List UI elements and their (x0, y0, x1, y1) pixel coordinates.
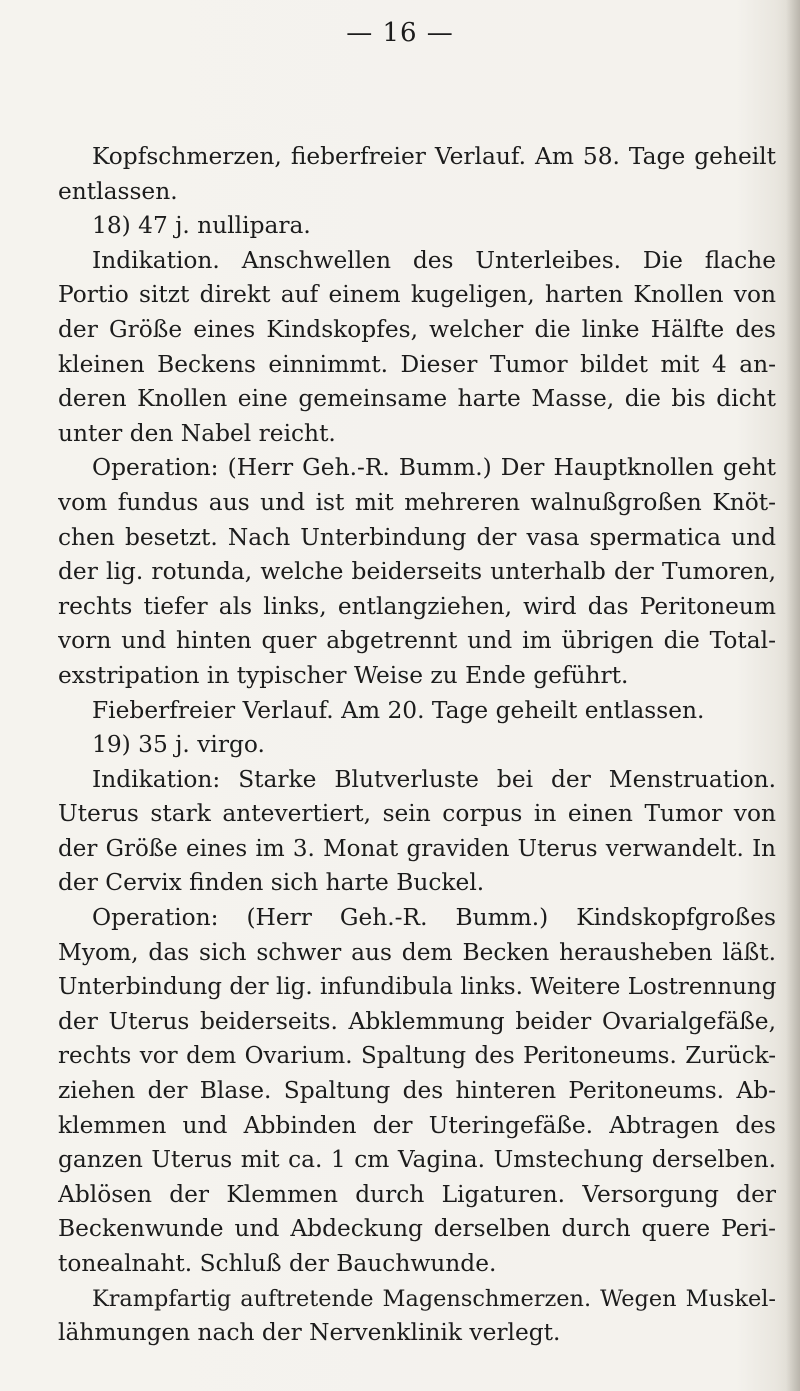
text-line: Fieberfreier Verlauf. Am 20. Tage geheilt entlassen. (92, 696, 705, 724)
text-line: Kopfschmerzen, fieberfreier Verlauf. Am 58. Tage geheilt (92, 143, 776, 170)
text-line: der Cervix finden sich harte Buckel. (58, 869, 485, 897)
text-line: rechts tiefer als links, entlangziehen, wird das Peritoneum (58, 592, 776, 620)
text-line: ganzen Uterus mit ca. 1 cm Vagina. Umstechung derselben. (58, 1146, 776, 1174)
text-line: entlassen. (58, 177, 178, 205)
text-line: chen besetzt. Nach Unterbindung der vasa spermatica und (58, 523, 776, 551)
text-line: Krampfartig auftretende Magenschmerzen. Wegen Muskel- (92, 1285, 776, 1312)
text-line: klemmen und Abbinden der Uteringefäße. Abtragen des (58, 1111, 776, 1139)
text-line: Unterbindung der lig. infundibula links. Weitere Lostrennung (58, 974, 776, 1001)
page-number: — 16 — (346, 18, 454, 48)
text-line: Myom, das sich schwer aus dem Becken herausheben läßt. (58, 938, 776, 966)
text-line: ziehen der Blase. Spaltung des hinteren Peritoneums. Ab- (58, 1077, 776, 1105)
text-line: Portio sitzt direkt auf einem kugeligen, harten Knollen von (58, 281, 776, 309)
text-line: der Größe eines im 3. Monat graviden Uterus verwandelt. In (58, 835, 776, 862)
text-line: 18) 47 j. nullipara. (92, 212, 311, 240)
text-line: 19) 35 j. virgo. (92, 731, 265, 759)
text-line: lähmungen nach der Nervenklinik verlegt. (58, 1319, 561, 1347)
text-line: Beckenwunde und Abdeckung derselben durch quere Peri- (58, 1215, 776, 1243)
text-line: der lig. rotunda, welche beiderseits unterhalb der Tumoren, (58, 558, 776, 586)
text-line: exstripation in typischer Weise zu Ende geführt. (58, 661, 629, 689)
body-text (58, 140, 776, 1351)
text-line: unter den Nabel reicht. (58, 419, 336, 447)
text-line: der Uterus beiderseits. Abklemmung beider Ovarialgefäße, (58, 1007, 776, 1035)
text-line: Operation: (Herr Geh.-R. Bumm.) Der Hauptknollen geht (92, 454, 776, 482)
text-line: vom fundus aus und ist mit mehreren walnußgroßen Knöt- (58, 488, 776, 516)
text-line: Uterus stark antevertiert, sein corpus in einen Tumor von (58, 800, 776, 828)
text-line: kleinen Beckens einnimmt. Dieser Tumor bildet mit 4 an- (58, 350, 776, 378)
text-line: der Größe eines Kindskopfes, welcher die linke Hälfte des (58, 315, 776, 343)
text-line: tonealnaht. Schluß der Bauchwunde. (58, 1250, 497, 1277)
text-line: vorn und hinten quer abgetrennt und im übrigen die Total- (58, 627, 776, 655)
text-line: Indikation. Anschwellen des Unterleibes. Die flache (92, 246, 776, 274)
page-edge-shadow (786, 0, 800, 1391)
text-line: Ablösen der Klemmen durch Ligaturen. Versorgung der (58, 1180, 776, 1208)
text-line: rechts vor dem Ovarium. Spaltung des Peritoneums. Zurück- (58, 1043, 776, 1070)
text-line: deren Knollen eine gemeinsame harte Masse, die bis dicht (58, 385, 776, 413)
text-line: Operation: (Herr Geh.-R. Bumm.) Kindskopfgroßes (92, 904, 776, 932)
text-line: Indikation: Starke Blutverluste bei der Menstruation. (92, 765, 776, 793)
